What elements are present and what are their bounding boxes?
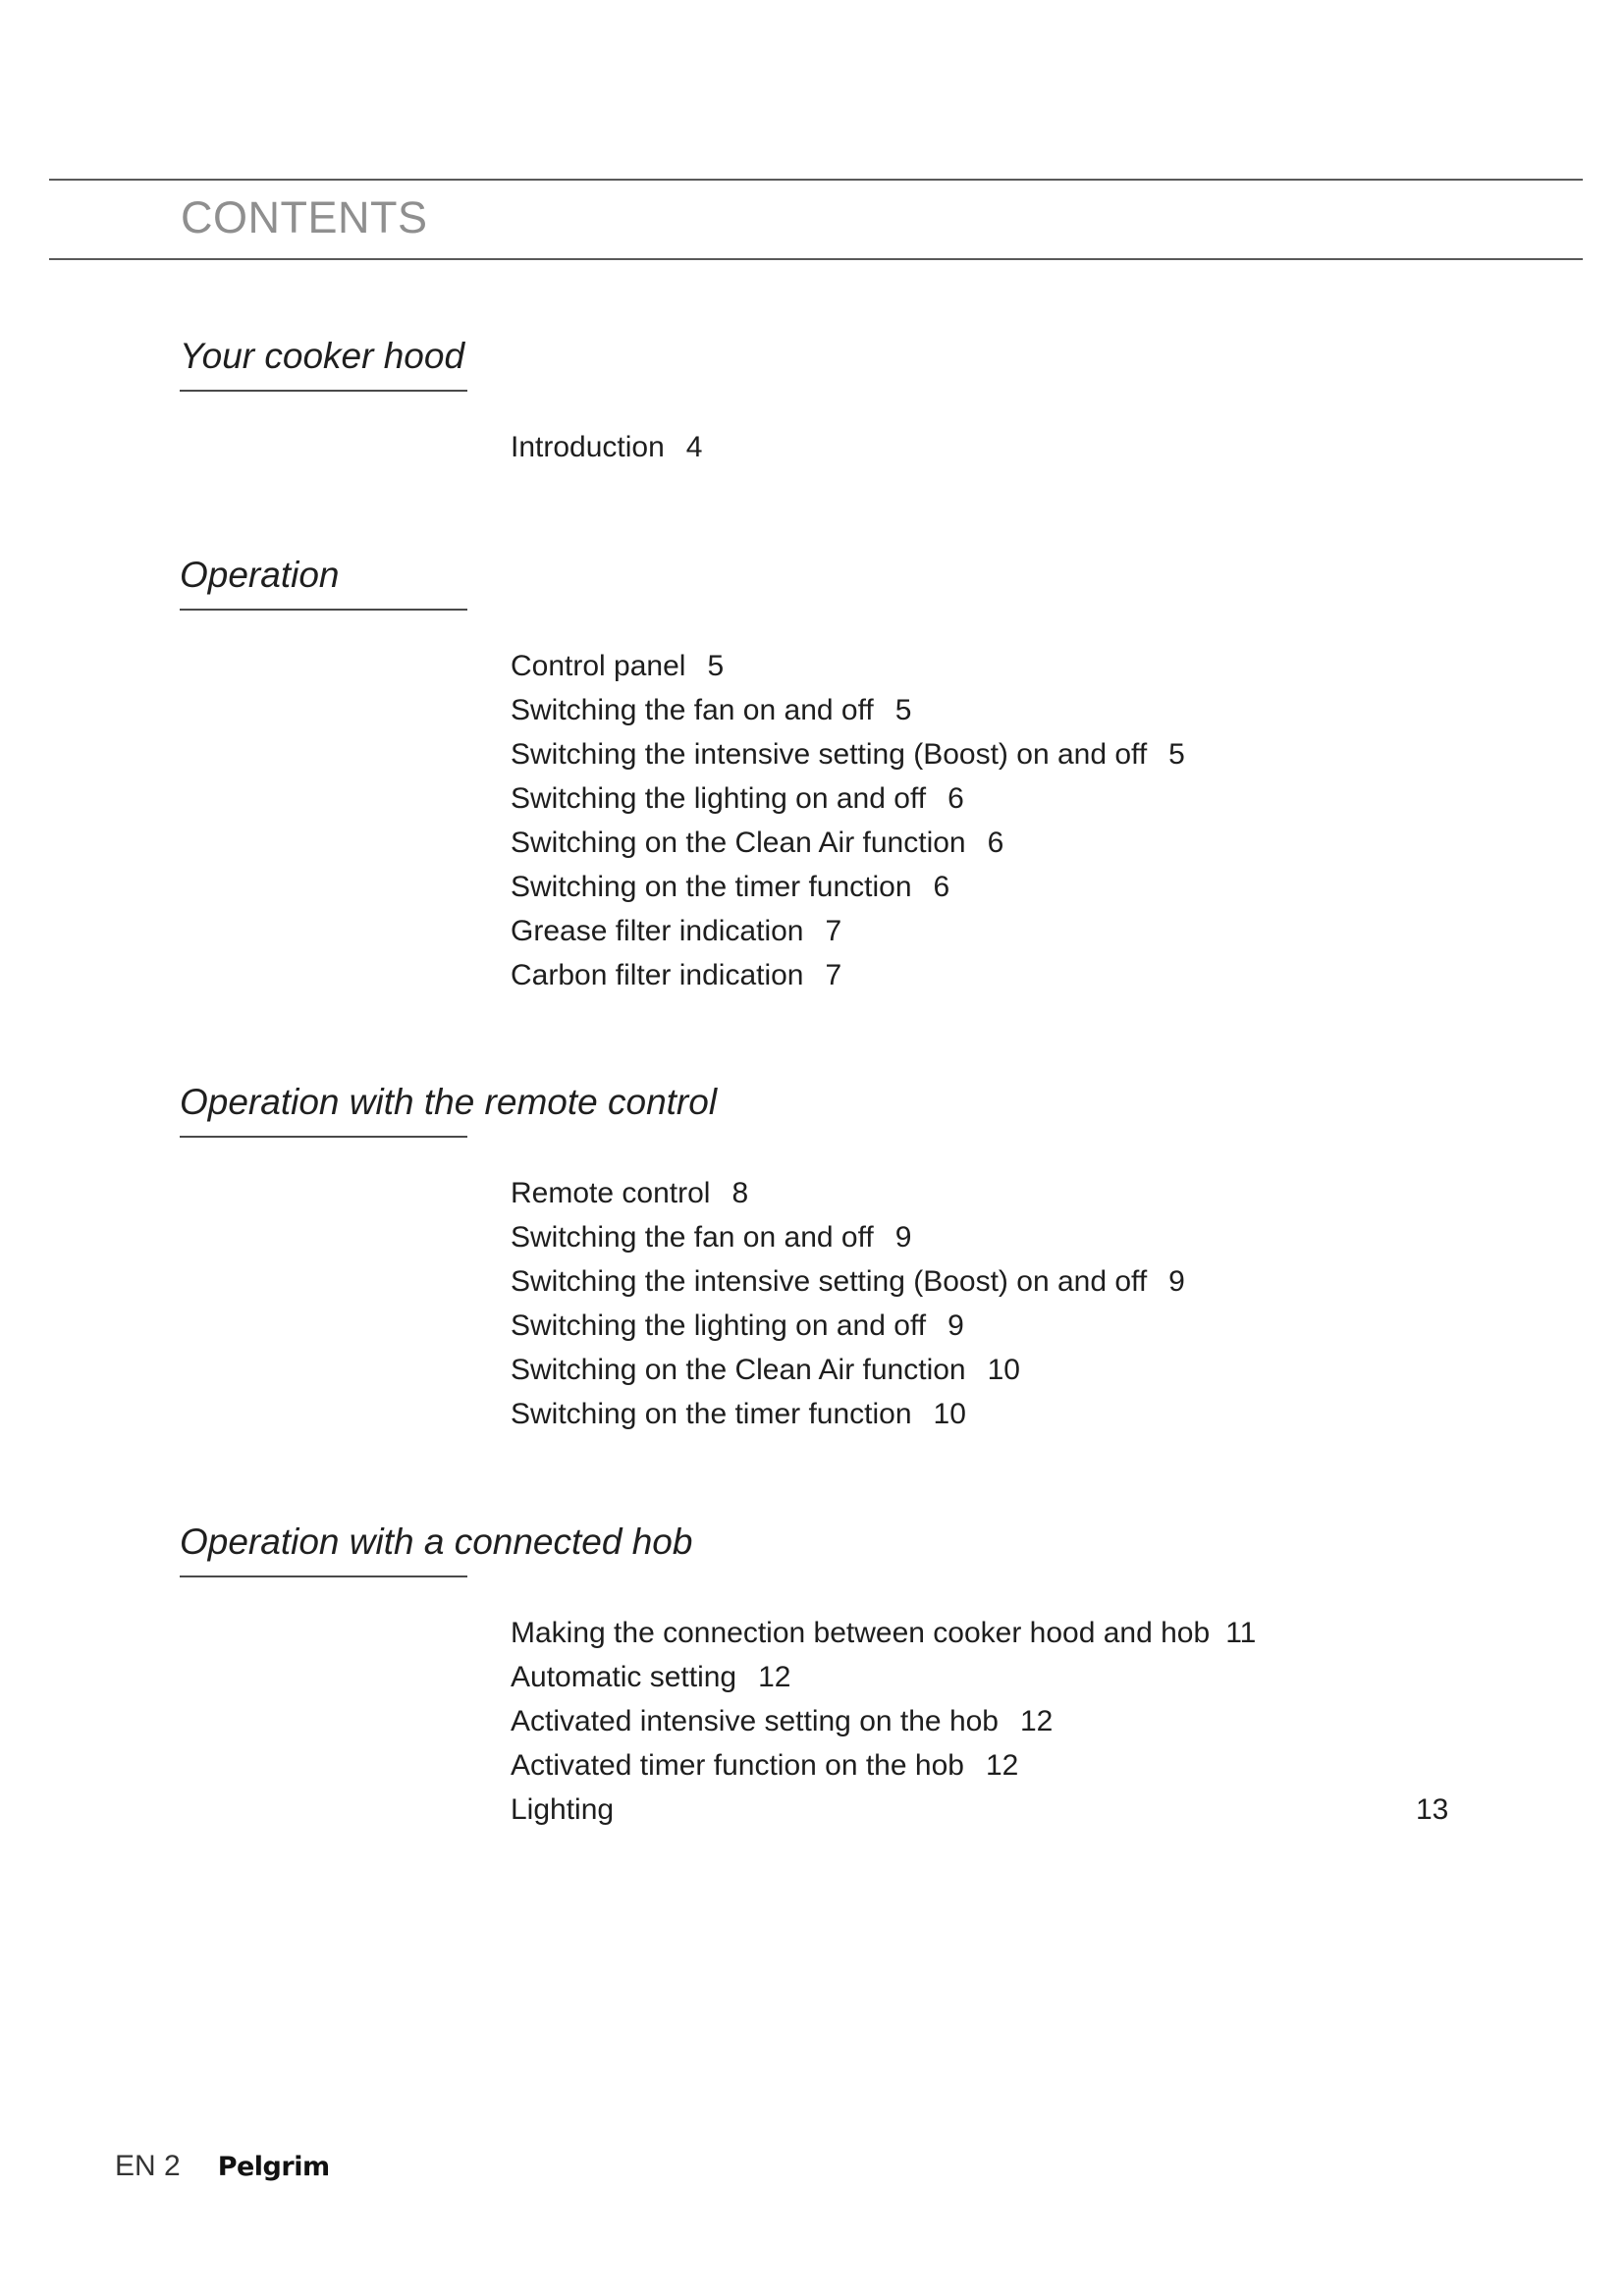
page-footer (115, 2150, 330, 2199)
page-title: CONTENTS (181, 192, 428, 242)
toc-entry-page: 10 (987, 1354, 1020, 1386)
toc-entry-page: 5 (894, 694, 912, 726)
toc-entry-page: 13 (1416, 1793, 1449, 1826)
toc-entry-title: Making the connection between cooker hood and hob (511, 1617, 1211, 1649)
toc-entry[interactable] (511, 1171, 1453, 1215)
toc-entry-page: 9 (947, 1309, 964, 1342)
toc-entry-list (511, 425, 1453, 469)
toc-entry-title: Switching on the timer function (511, 871, 912, 903)
toc-entry-title: Control panel (511, 650, 686, 682)
toc-entry-title: Switching the intensive setting (Boost) on and off (511, 1265, 1148, 1298)
toc-entry-page: 10 (933, 1398, 966, 1430)
toc-entry[interactable] (511, 688, 1453, 732)
toc-entry[interactable] (511, 953, 1453, 997)
header-top-rule (49, 179, 1583, 181)
toc-entry[interactable] (511, 1743, 1453, 1788)
toc-entry-title: Switching on the timer function (511, 1398, 912, 1430)
toc-entry[interactable] (511, 644, 1453, 688)
toc-entry[interactable] (511, 732, 1453, 776)
toc-entry[interactable] (511, 1655, 1453, 1699)
toc-entry-page: 12 (758, 1661, 791, 1693)
section-heading: Operation with the remote control (180, 1082, 718, 1122)
toc-entry-title: Remote control (511, 1177, 711, 1209)
toc-entry-title: Switching the lighting on and off (511, 782, 927, 815)
toc-entry-page: 5 (707, 650, 725, 682)
toc-entry-page: 7 (825, 915, 842, 947)
page-number-label: EN 2 (115, 2150, 181, 2182)
toc-entry-title: Activated timer function on the hob (511, 1749, 964, 1782)
toc-entry-title: Switching the fan on and off (511, 694, 874, 726)
toc-entry-list (511, 644, 1453, 997)
section-underline (180, 609, 467, 611)
toc-entry-page: 6 (933, 871, 950, 903)
toc-entry[interactable] (511, 1392, 1453, 1436)
toc-entry-page: 11 (1225, 1617, 1257, 1649)
toc-entry-page: 12 (985, 1749, 1019, 1782)
toc-entry-title: Carbon filter indication (511, 959, 804, 991)
toc-entry-title: Switching the lighting on and off (511, 1309, 927, 1342)
toc-entry[interactable] (511, 821, 1453, 865)
toc-entry-page: 12 (1020, 1705, 1054, 1737)
toc-entry[interactable] (511, 1611, 1453, 1655)
toc-entry-title: Lighting (511, 1793, 615, 1826)
toc-entry-title: Switching the intensive setting (Boost) on and off (511, 738, 1148, 771)
toc-entry-title: Switching on the Clean Air function (511, 827, 966, 859)
section-heading: Your cooker hood (180, 336, 465, 376)
toc-entry-title: Automatic setting (511, 1661, 737, 1693)
toc-entry[interactable] (511, 909, 1453, 953)
toc-entry-title: Activated intensive setting on the hob (511, 1705, 999, 1737)
toc-entry[interactable] (511, 425, 1453, 469)
toc-entry[interactable] (511, 1259, 1453, 1304)
toc-entry[interactable] (511, 1699, 1453, 1743)
section-underline (180, 1575, 467, 1577)
toc-entry[interactable] (511, 1788, 1453, 1832)
toc-entry[interactable] (511, 1215, 1453, 1259)
toc-entry-list (511, 1611, 1453, 1832)
toc-entry-page: 4 (685, 431, 703, 463)
toc-entry-page: 7 (825, 959, 842, 991)
toc-entry-title: Switching the fan on and off (511, 1221, 874, 1254)
toc-entry[interactable] (511, 865, 1453, 909)
toc-entry-title: Introduction (511, 431, 665, 463)
toc-entry-page: 9 (894, 1221, 912, 1254)
toc-entry-title: Switching on the Clean Air function (511, 1354, 966, 1386)
toc-entry-title: Grease filter indication (511, 915, 804, 947)
toc-entry-page: 5 (1168, 738, 1185, 771)
toc-entry-page: 8 (731, 1177, 749, 1209)
toc-entry[interactable] (511, 1304, 1453, 1348)
toc-entry-list (511, 1171, 1453, 1436)
section-underline (180, 1136, 467, 1138)
toc-entry[interactable] (511, 1348, 1453, 1392)
toc-entry-page: 6 (947, 782, 964, 815)
toc-entry[interactable] (511, 776, 1453, 821)
toc-entry-page: 6 (987, 827, 1004, 859)
brand-logo: Pelgrim (217, 2151, 330, 2182)
toc-entry-page: 9 (1168, 1265, 1185, 1298)
section-heading: Operation with a connected hob (180, 1522, 693, 1562)
section-heading: Operation (180, 555, 340, 595)
header-bottom-rule (49, 258, 1583, 260)
section-underline (180, 390, 467, 392)
